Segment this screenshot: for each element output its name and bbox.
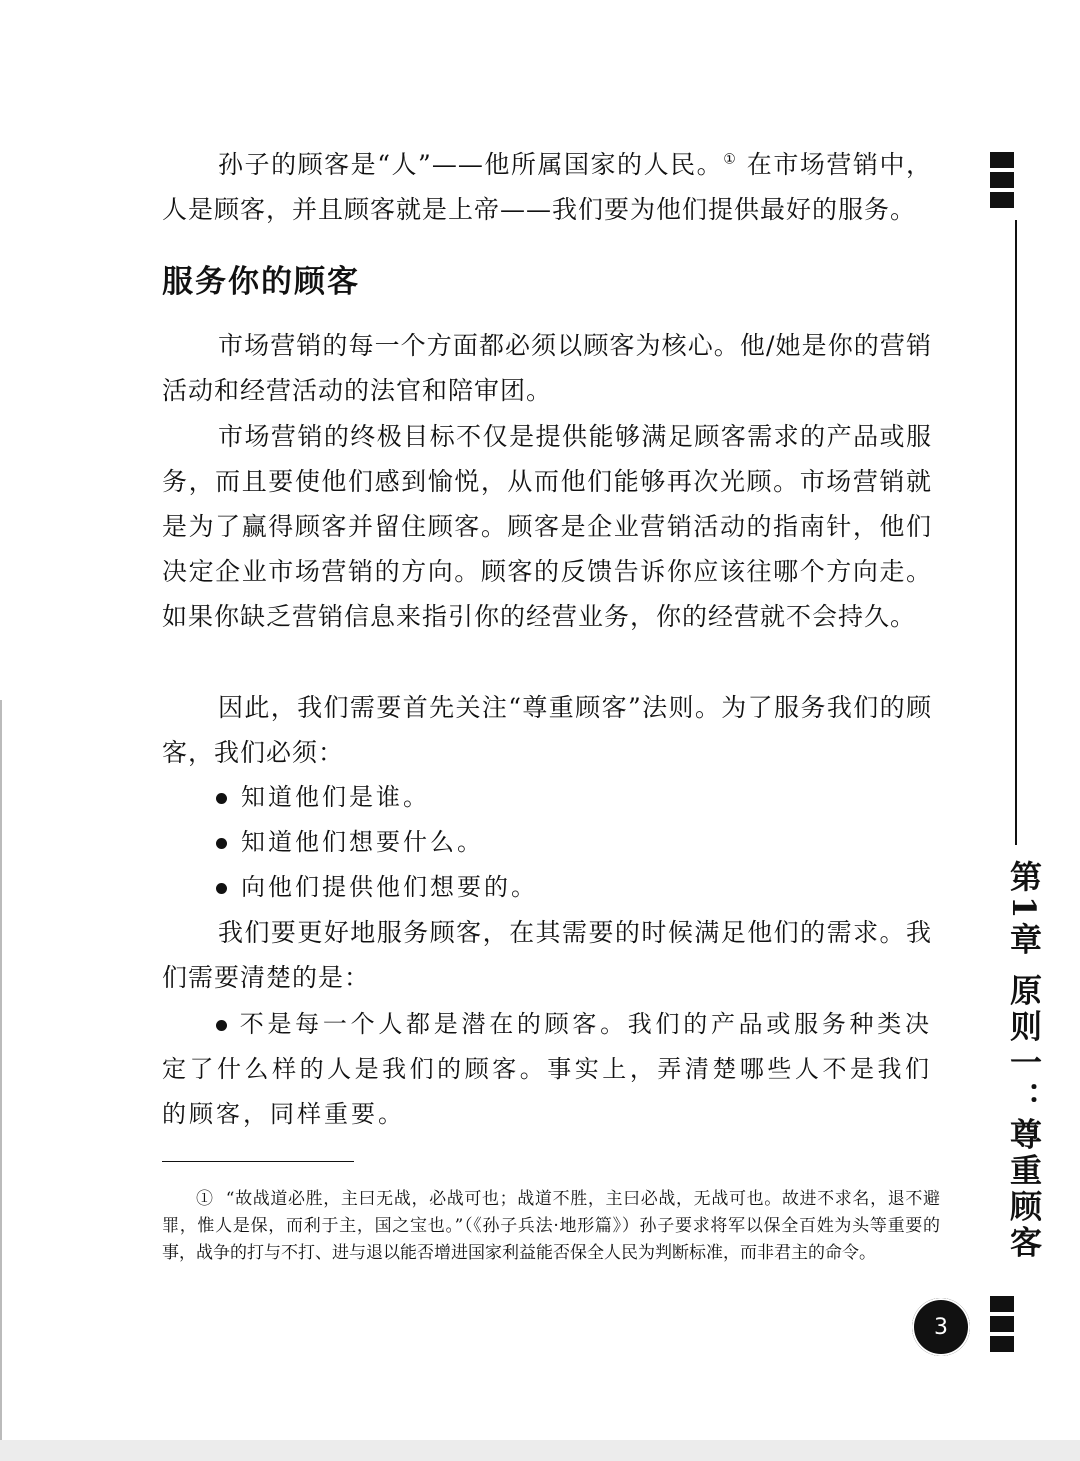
chapter-label: 第1章 原则一：尊重顾客 [1005, 860, 1043, 1262]
bullet-dot [216, 838, 227, 849]
intro-paragraph [162, 142, 932, 232]
bullet-item: 知道他们想要什么。 [216, 820, 932, 865]
footnote-divider [162, 1161, 354, 1162]
bullet-dot [216, 1020, 227, 1031]
bullet-item: 向他们提供他们想要的。 [216, 865, 932, 910]
side-marker-top [990, 152, 1014, 212]
footnote-mark: ① [196, 1189, 214, 1209]
side-marker-bottom [990, 1296, 1014, 1356]
intro-text-a: 孙子的顾客是“人”——他所属国家的人民。 [218, 150, 724, 179]
paragraph-2: 市场营销的终极目标不仅是提供能够满足顾客需求的产品或服务，而且要使他们感到愉悦，从而他们能够再次光顾。市场营销就是为了赢得顾客并留住顾客。顾客是企业营销活动的指南针，他们决定企业市场营销的方向。顾客的反馈告诉你应该往哪个方向走。如果你缺乏营销信息来指引你的经营业务，你的经营就不会持久。 [162, 422, 932, 631]
page-number: 3 [912, 1298, 970, 1356]
footnote-reference: ① [723, 151, 738, 168]
paragraph-3: 因此，我们需要首先关注“尊重顾客”法则。为了服务我们的顾客，我们必须： [162, 693, 932, 767]
bullet-dot [216, 793, 227, 804]
section-title: 服务你的顾客 [162, 264, 360, 300]
side-rule [1015, 220, 1017, 845]
paragraph-1: 市场营销的每一个方面都必须以顾客为核心。他/她是你的营销活动和经营活动的法官和陪审团。 [162, 331, 932, 405]
bullet-dot [216, 883, 227, 894]
final-bullet-paragraph: 不是每一个人都是潜在的顾客。我们的产品或服务种类决定了什么样的人是我们的顾客。事实上，弄清楚哪些人不是我们的顾客，同样重要。 [162, 1010, 932, 1128]
footnote [162, 1186, 940, 1267]
intro-text-b: 在市场营销中，人是顾客，并且顾客就是上帝——我们要为他们提供最好的服务。 [162, 150, 932, 224]
footnote-text: “故战道必胜，主曰无战，必战可也；战道不胜，主曰必战，无战可也。故进不求名，退不避罪，惟人是保，而利于主，国之宝也。”（《孙子兵法·地形篇》）孙子要求将军以保全百姓为头等重要的事，战争的打与不打、进与退以能否增进国家利益能否保全人民为判断标准，而非君主的命令。 [162, 1189, 940, 1263]
page-edge [0, 700, 2, 1440]
paragraph-4: 我们要更好地服务顾客，在其需要的时候满足他们的需求。我们需要清楚的是： [162, 918, 932, 992]
bullet-item: 知道他们是谁。 [216, 775, 932, 820]
bottom-band [0, 1440, 1080, 1461]
